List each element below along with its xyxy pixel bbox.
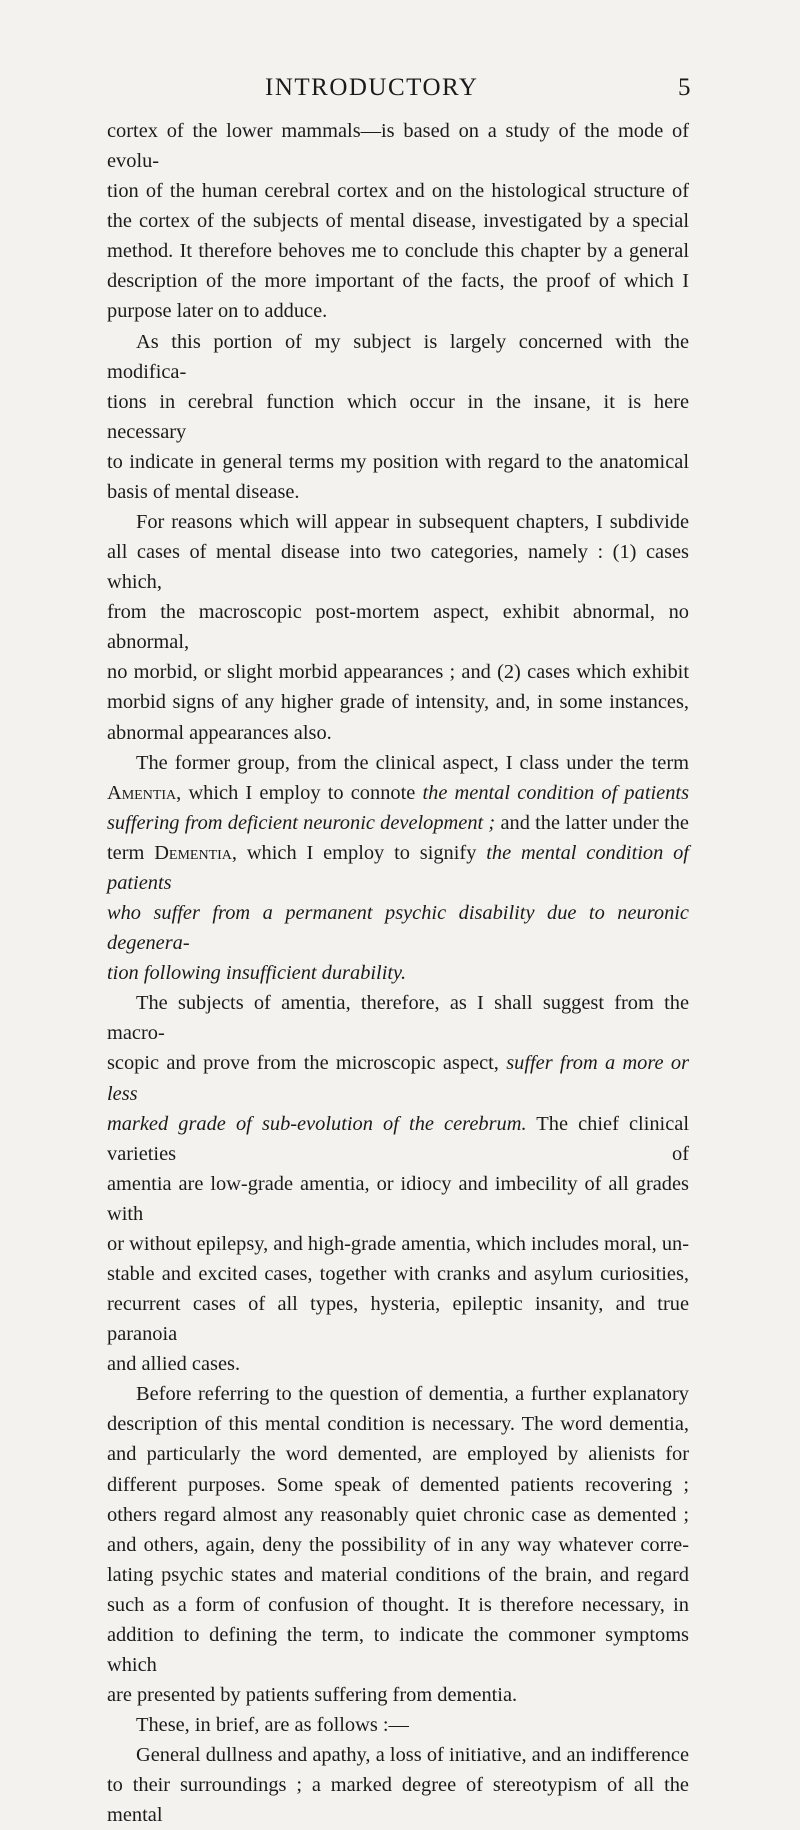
text-line: and others, again, deny the possibility of in any way whatever corre- [107, 1533, 689, 1556]
emphasis-text: the mental condition of patients [422, 781, 689, 804]
body-text [107, 116, 689, 1830]
text-line: For reasons which will appear in subsequent chapters, I subdivide [136, 511, 689, 534]
text-run: scopic and prove from the microscopic aspect, [107, 1052, 507, 1075]
text-line: description of this mental condition is necessary. The word dementia, [107, 1413, 689, 1436]
text-line: As this portion of my subject is largely concerned with the modifica- [107, 330, 689, 383]
text-line: These, in brief, are as follows :— [136, 1714, 409, 1737]
text-line: morbid signs of any higher grade of intensity, and, in some instances, [107, 691, 689, 714]
emphasis-text: tion following insufficient durability. [107, 962, 407, 985]
text-line: and allied cases. [107, 1353, 241, 1376]
text-line: to indicate in general terms my position with regard to the anatomical [107, 450, 689, 473]
text-line [107, 808, 689, 838]
text-run: The chief clinical varieties of [107, 1112, 689, 1165]
text-line: the cortex of the subjects of mental disease, investigated by a special [107, 210, 689, 233]
text-line: The former group, from the clinical aspect, I class under the term [136, 751, 689, 774]
text-line: tion of the human cerebral cortex and on the histological structure of [107, 180, 689, 203]
text-line: cortex of the lower mammals—is based on a study of the mode of evolu- [107, 120, 689, 173]
text-line: addition to defining the term, to indicate the commoner symptoms which [107, 1623, 689, 1676]
text-line: are presented by patients suffering from dementia. [107, 1684, 518, 1707]
text-line: no morbid, or slight morbid appearances ; and (2) cases which exhibit [107, 661, 689, 684]
text-line: others regard almost any reasonably quiet chronic case as demented ; [107, 1503, 689, 1526]
text-run: , which I employ to connote [176, 781, 423, 804]
small-caps-term: Dementia [154, 841, 232, 864]
text-line: lating psychic states and material conditions of the brain, and regard [107, 1563, 689, 1586]
text-line: basis of mental disease. [107, 480, 300, 503]
text-line [107, 898, 689, 958]
small-caps-term: Amentia [107, 781, 177, 804]
text-line: description of the more important of the facts, the proof of which I [107, 270, 689, 293]
text-line: from the macroscopic post-mortem aspect, exhibit abnormal, no abnormal, [107, 601, 689, 654]
text-line: different purposes. Some speak of demented patients recovering ; [107, 1473, 689, 1496]
text-run: term [107, 841, 155, 864]
emphasis-text: suffer from a more or less [107, 1052, 690, 1105]
text-line [107, 1048, 689, 1108]
page-number: 5 [678, 74, 692, 101]
emphasis-text: the mental condition of patients [107, 841, 689, 894]
text-line: recurrent cases of all types, hysteria, epileptic insanity, and true paranoia [107, 1293, 689, 1346]
running-head-title: INTRODUCTORY [265, 74, 479, 101]
text-line: purpose later on to adduce. [107, 300, 328, 323]
text-line [107, 1109, 689, 1169]
text-line [107, 778, 689, 808]
text-line: to their surroundings ; a marked degree of stereotypism of all the mental [107, 1774, 689, 1827]
text-line: The subjects of amentia, therefore, as I shall suggest from the macro- [107, 992, 689, 1045]
emphasis-text: marked grade of sub-evolution of the cerebrum. [107, 1112, 527, 1135]
text-line: tions in cerebral function which occur in the insane, it is here necessary [107, 390, 689, 443]
text-line [107, 838, 689, 898]
text-line: such as a form of confusion of thought. It is therefore necessary, in [107, 1593, 689, 1616]
text-run: and the latter under the [495, 811, 689, 834]
text-line: stable and excited cases, together with cranks and asylum curiosities, [107, 1262, 689, 1285]
text-line: and particularly the word demented, are employed by alienists for [107, 1443, 689, 1466]
text-line: method. It therefore behoves me to conclude this chapter by a general [107, 240, 689, 263]
text-line: abnormal appearances also. [107, 721, 332, 744]
text-run: , which I employ to signify [231, 841, 487, 864]
text-line: General dullness and apathy, a loss of initiative, and an indifference [136, 1744, 689, 1767]
text-line: Before referring to the question of dementia, a further explanatory [136, 1383, 689, 1406]
emphasis-text: who suffer from a permanent psychic disability due to neuronic degenera- [107, 902, 689, 955]
text-line: amentia are low-grade amentia, or idiocy and imbecility of all grades with [107, 1172, 689, 1225]
text-line: all cases of mental disease into two categories, namely : (1) cases which, [107, 541, 689, 594]
text-line: or without epilepsy, and high-grade amentia, which includes moral, un- [107, 1232, 689, 1255]
emphasis-text: suffering from deficient neuronic development ; [107, 811, 496, 834]
text-line [107, 958, 689, 988]
